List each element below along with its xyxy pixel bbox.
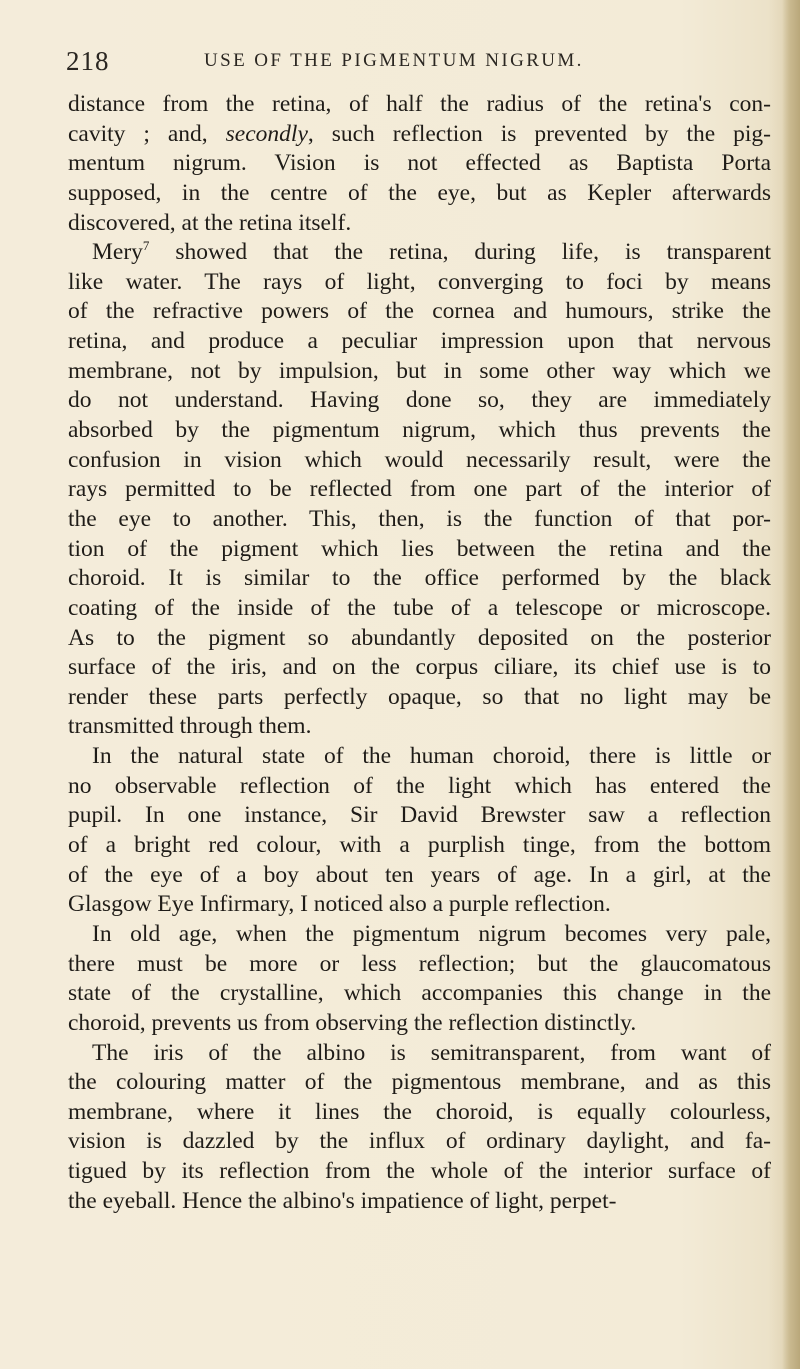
text-line: the eyeball. Hence the albino's impatience of light, perpet- bbox=[68, 1187, 617, 1214]
text-line: pupil. In one instance, Sir David Brewster saw a reflection bbox=[68, 802, 771, 829]
text-line: discovered, at the retina itself. bbox=[68, 209, 352, 236]
text-line: membrane, where it lines the choroid, is equally colourless, bbox=[68, 1098, 771, 1125]
text-line: of the eye of a boy about ten years of age. In a girl, at the bbox=[68, 861, 771, 888]
text-line: transmitted through them. bbox=[68, 713, 312, 740]
text-line: supposed, in the centre of the eye, but as Kepler afterwards bbox=[68, 179, 771, 206]
text-line: membrane, not by impulsion, but in some other way which we bbox=[68, 357, 771, 384]
text-line: Glasgow Eye Infirmary, I noticed also a purple reflection. bbox=[68, 891, 611, 918]
text-line: state of the crystalline, which accompanies this change in the bbox=[68, 980, 771, 1007]
text-line: no observable reflection of the light which has entered the bbox=[68, 772, 771, 799]
text-line: there must be more or less reflection; but the glaucomatous bbox=[68, 950, 771, 977]
footnote-marker: 7 bbox=[142, 238, 150, 254]
text-line: confusion in vision which would necessarily result, were the bbox=[68, 446, 771, 473]
text-line: In the natural state of the human choroid, there is little or bbox=[92, 743, 771, 770]
text-line: of a bright red colour, with a purplish tinge, from the bottom bbox=[68, 832, 771, 859]
text-line: tigued by its reflection from the whole of the interior surface of bbox=[68, 1158, 771, 1185]
text-line: coating of the inside of the tube of a telescope or microscope. bbox=[68, 594, 771, 621]
text-line: tion of the pigment which lies between the retina and the bbox=[68, 535, 771, 562]
text-line: the colouring matter of the pigmentous membrane, and as this bbox=[68, 1069, 771, 1096]
text-line: mentum nigrum. Vision is not effected as Baptista Porta bbox=[68, 150, 771, 177]
body-text bbox=[68, 90, 771, 1216]
text-line: distance from the retina, of half the radius of the retina's con- bbox=[68, 91, 771, 117]
running-title: USE OF THE PIGMENTUM NIGRUM. bbox=[204, 50, 584, 71]
text-line: of the refractive powers of the cornea and humours, strike the bbox=[68, 298, 771, 325]
text-line: choroid, prevents us from observing the reflection distinctly. bbox=[68, 1009, 637, 1036]
text-line: like water. The rays of light, converging to foci by means bbox=[68, 268, 771, 295]
text-line: absorbed by the pigmentum nigrum, which thus prevents the bbox=[68, 417, 771, 444]
page-header bbox=[66, 46, 766, 86]
text-line: rays permitted to be reflected from one part of the interior of bbox=[68, 476, 771, 503]
text-line: As to the pigment so abundantly deposited on the posterior bbox=[68, 624, 771, 651]
text-line: surface of the iris, and on the corpus ciliare, its chief use is to bbox=[68, 654, 771, 681]
text-line: retina, and produce a peculiar impression upon that nervous bbox=[68, 328, 771, 355]
page-edge-shadow bbox=[782, 0, 800, 1369]
text-line-with-italic: cavity ; and, secondly, such reflection is prevented by the pig- bbox=[68, 120, 771, 147]
text-line: vision is dazzled by the influx of ordinary daylight, and fa- bbox=[68, 1128, 771, 1155]
text-line: do not understand. Having done so, they are immediately bbox=[68, 387, 771, 414]
text-line: the eye to another. This, then, is the function of that por- bbox=[68, 505, 771, 532]
text-line: In old age, when the pigmentum nigrum becomes very pale, bbox=[92, 920, 771, 947]
page-number: 218 bbox=[66, 46, 110, 76]
text-line-with-footnote: Mery$^7$ showed that the retina, during life, is transparent bbox=[92, 238, 771, 266]
italic-word: secondly bbox=[225, 120, 308, 147]
text-line: The iris of the albino is semitransparent, from want of bbox=[92, 1039, 771, 1066]
text-line: render these parts perfectly opaque, so that no light may be bbox=[68, 683, 771, 710]
text-line: choroid. It is similar to the office performed by the black bbox=[68, 565, 771, 592]
